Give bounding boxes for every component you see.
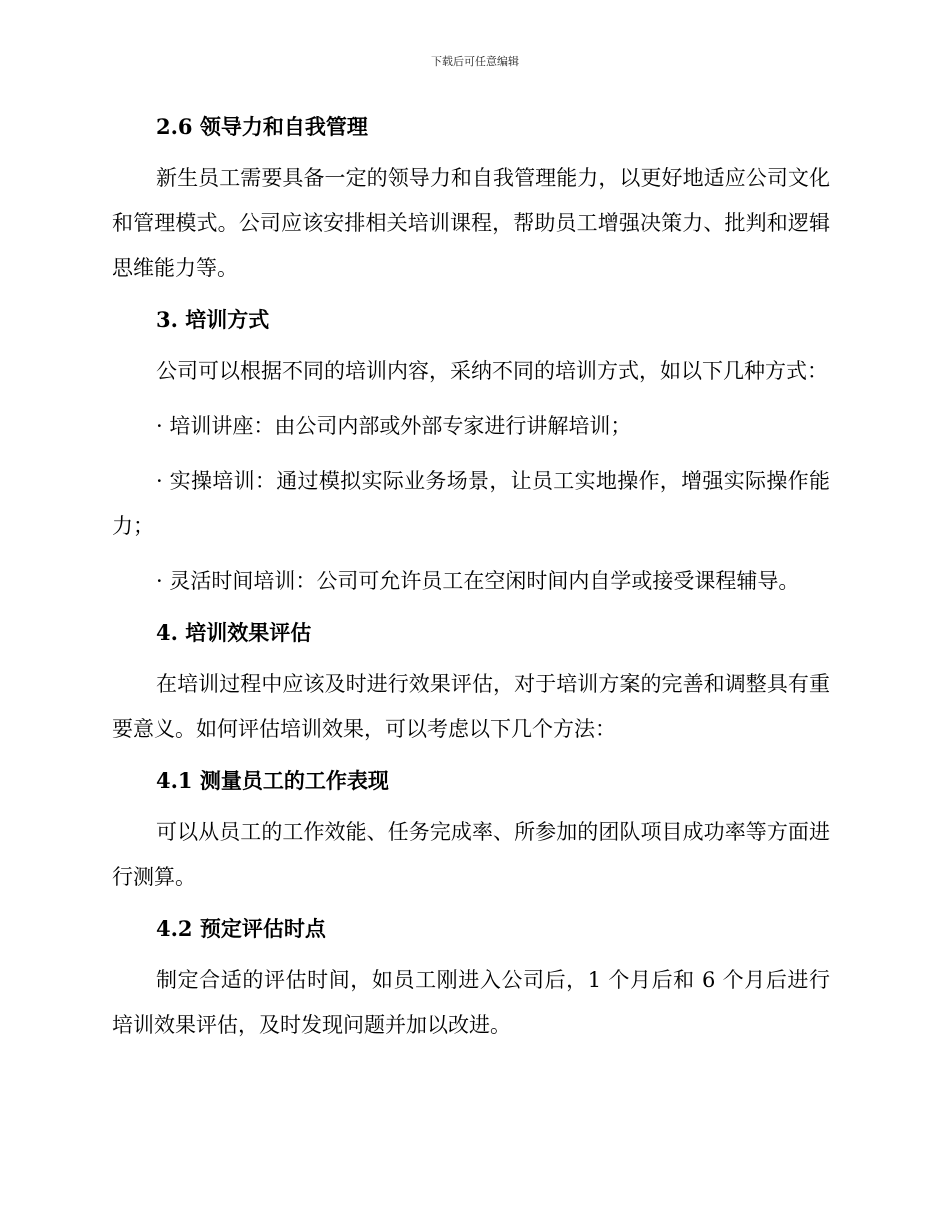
paragraph: 可以从员工的工作效能、任务完成率、所参加的团队项目成功率等方面进行测算。 [112, 820, 830, 889]
section-heading-4-2: 4.2 预定评估时点 [156, 916, 326, 941]
bullet-item: · 培训讲座：由公司内部或外部专家进行讲解培训； [156, 414, 632, 438]
section-heading-3: 3. 培训方式 [156, 307, 270, 332]
paragraph: 在培训过程中应该及时进行效果评估，对于培训方案的完善和调整具有重要意义。如何评估培训效果，可以考虑以下几个方法： [112, 672, 830, 741]
section-heading-2-6: 2.6 领导力和自我管理 [156, 114, 368, 139]
bullet-item: · 实操培训：通过模拟实际业务场景，让员工实地操作，增强实际操作能力； [112, 469, 830, 538]
section-heading-4-1: 4.1 测量员工的工作表现 [156, 768, 389, 793]
page-header: 下载后可任意编辑 [431, 55, 519, 68]
document-body [112, 108, 830, 1048]
paragraph: 新生员工需要具备一定的领导力和自我管理能力，以更好地适应公司文化和管理模式。公司应该安排相关培训课程，帮助员工增强决策力、批判和逻辑思维能力等。 [112, 166, 830, 280]
bullet-item: · 灵活时间培训：公司可允许员工在空闲时间内自学或接受课程辅导。 [156, 569, 800, 593]
section-heading-4: 4. 培训效果评估 [156, 620, 312, 645]
paragraph: 公司可以根据不同的培训内容，采纳不同的培训方式，如以下几种方式： [156, 359, 828, 383]
paragraph: 制定合适的评估时间，如员工刚进入公司后，1 个月后和 6 个月后进行培训效果评估，及时发现问题并加以改进。 [112, 968, 830, 1037]
